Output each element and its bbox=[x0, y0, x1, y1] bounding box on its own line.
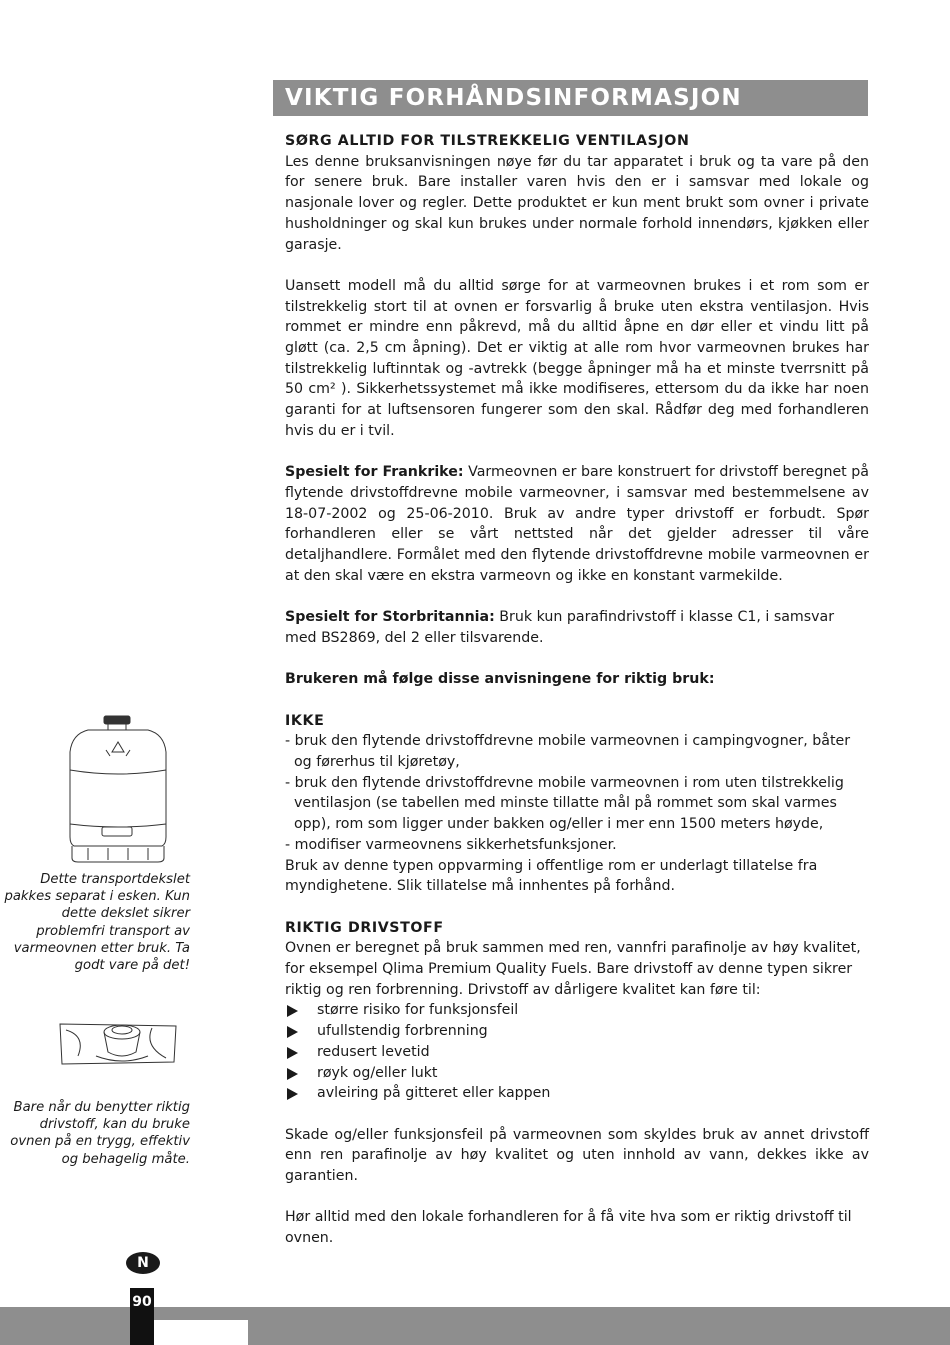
triangle-bullet-icon bbox=[287, 1026, 298, 1038]
uk-text: Bruk kun parafindrivstoff i klasse C1, i samsvar med BS2869, del 2 eller tilsvarende. bbox=[285, 609, 835, 646]
fuel-heading: RIKTIG DRIVSTOFF bbox=[285, 919, 444, 936]
ikke-item: - bruk den flytende drivstoffdrevne mobile varmeovnen i rom uten tilstrekkelig ventilasjon (se tabellen med minste tillatte mål på rommet som skal varmes opp), rom som ligger under bakken og/eller i mer enn 1500 meters høyde, bbox=[285, 774, 844, 833]
ventilation-heading: SØRG ALLTID FOR TILSTREKKELIG VENTILASJON bbox=[285, 133, 690, 149]
warranty-paragraph: Skade og/eller funksjonsfeil på varmeovnen som skyldes bruk av annet drivstoff enn ren parafinolje av høy kvalitet og uten innhold av vann, dekkes ikke av garantien. bbox=[285, 1126, 869, 1185]
france-paragraph bbox=[285, 462, 869, 586]
main-content bbox=[285, 131, 869, 1249]
fuel-canister-icon bbox=[58, 712, 178, 868]
triangle-bullet-icon bbox=[287, 1088, 298, 1100]
ikke-item: - modifiser varmeovnens sikkerhetsfunksjoner. bbox=[285, 836, 617, 853]
transport-cap-icon bbox=[56, 1016, 180, 1070]
list-item: redusert levetid bbox=[285, 1042, 869, 1063]
list-item: større risiko for funksjonsfeil bbox=[285, 1000, 869, 1021]
triangle-bullet-icon bbox=[287, 1068, 298, 1080]
france-text: Varmeovnen er bare konstruert for drivstoff beregnet på flytende drivstoffdrevne mobile varmeovner, i samsvar med bestemmelsene av 18-07-2002 og 25-06-2010. Bruk av andre typer drivstoff er forbudt. Spør forhandleren eller se vårt nettsted når det gjelder adresser til våre detaljhandlere. Formålet med den flytende drivstoffdrevne mobile varmeovnen er at den skal være en ekstra varmeovn og ikke en konstant varmekilde. bbox=[285, 464, 869, 584]
ikke-heading: IKKE bbox=[285, 712, 325, 729]
france-label: Spesielt for Frankrike: bbox=[285, 464, 464, 481]
triangle-bullet-icon bbox=[287, 1047, 298, 1059]
transport-cap-caption: Dette transportdekslet pakkes separat i esken. Kun dette dekslet sikrer problemfri transport av varmeovnen etter bruk. Ta godt vare på det! bbox=[4, 872, 190, 974]
list-item: ufullstendig forbrenning bbox=[285, 1021, 869, 1042]
list-item: avleiring på gitteret eller kappen bbox=[285, 1083, 869, 1104]
list-item: røyk og/eller lukt bbox=[285, 1063, 869, 1084]
language-badge: N bbox=[126, 1252, 160, 1274]
ikke-item: - bruk den flytende drivstoffdrevne mobile varmeovnen i campingvogner, båter og førerhus til kjøretøy, bbox=[285, 733, 851, 771]
public-use-note: Bruk av denne typen oppvarming i offentlige rom er underlagt tillatelse fra myndighetene. Slik tillatelse må innhentes på forhånd. bbox=[285, 857, 818, 895]
intro-paragraph: Les denne bruksanvisningen nøye før du tar apparatet i bruk og ta vare på den for senere bruk. Bare installer varen hvis den er i samsvar med lokale og nasjonale lover og regler. Dette produktet er kun ment brukt som ovner i private husholdninger og skal kun brukes under normale forhold innendørs, kjøkken eller garasje. bbox=[285, 153, 869, 253]
uk-paragraph bbox=[285, 607, 869, 648]
uk-label: Spesielt for Storbritannia: bbox=[285, 609, 495, 626]
fuel-risk-list bbox=[285, 1000, 869, 1104]
ventilation-paragraph: Uansett modell må du alltid sørge for at varmeovnen brukes i et rom som er tilstrekkelig stort til at ovnen er forsvarlig å bruke uten ekstra ventilasjon. Hvis rommet er mindre enn påkrevd, må du alltid åpne en dør eller et vindu litt på gløtt (ca. 2,5 cm åpning). Det er viktig at alle rom hvor varmeovnen brukes har tilstrekkelig luftinntak og -avtrekk (begge åpninger må ha et minste tverrsnitt på 50 cm² ). Sikkerhetssystemet må ikke modifiseres, ettersom du da ikke har noen garanti for at luftsensoren fungerer som den skal. Rådfør deg med forhandleren hvis du er i tvil. bbox=[285, 277, 869, 439]
triangle-bullet-icon bbox=[287, 1005, 298, 1017]
page-title: VIKTIG FORHÅNDSINFORMASJON bbox=[273, 80, 868, 116]
fuel-caption: Bare når du benytter riktig drivstoff, kan du bruke ovnen på en trygg, effektiv og behagelig måte. bbox=[10, 1100, 190, 1167]
footer-white-block bbox=[154, 1320, 248, 1345]
advice-paragraph: Hør alltid med den lokale forhandleren for å få vite hva som er riktig drivstoff til ovnen. bbox=[285, 1209, 852, 1247]
page-number: 90 bbox=[130, 1288, 154, 1345]
instruction-line: Brukeren må følge disse anvisningene for riktig bruk: bbox=[285, 671, 715, 688]
fuel-intro: Ovnen er beregnet på bruk sammen med ren, vannfri parafinolje av høy kvalitet, for eksempel Qlima Premium Quality Fuels. Bare drivstoff av denne typen sikrer riktig og ren forbrenning. Drivstoff av dårligere kvalitet kan føre til: bbox=[285, 940, 861, 998]
